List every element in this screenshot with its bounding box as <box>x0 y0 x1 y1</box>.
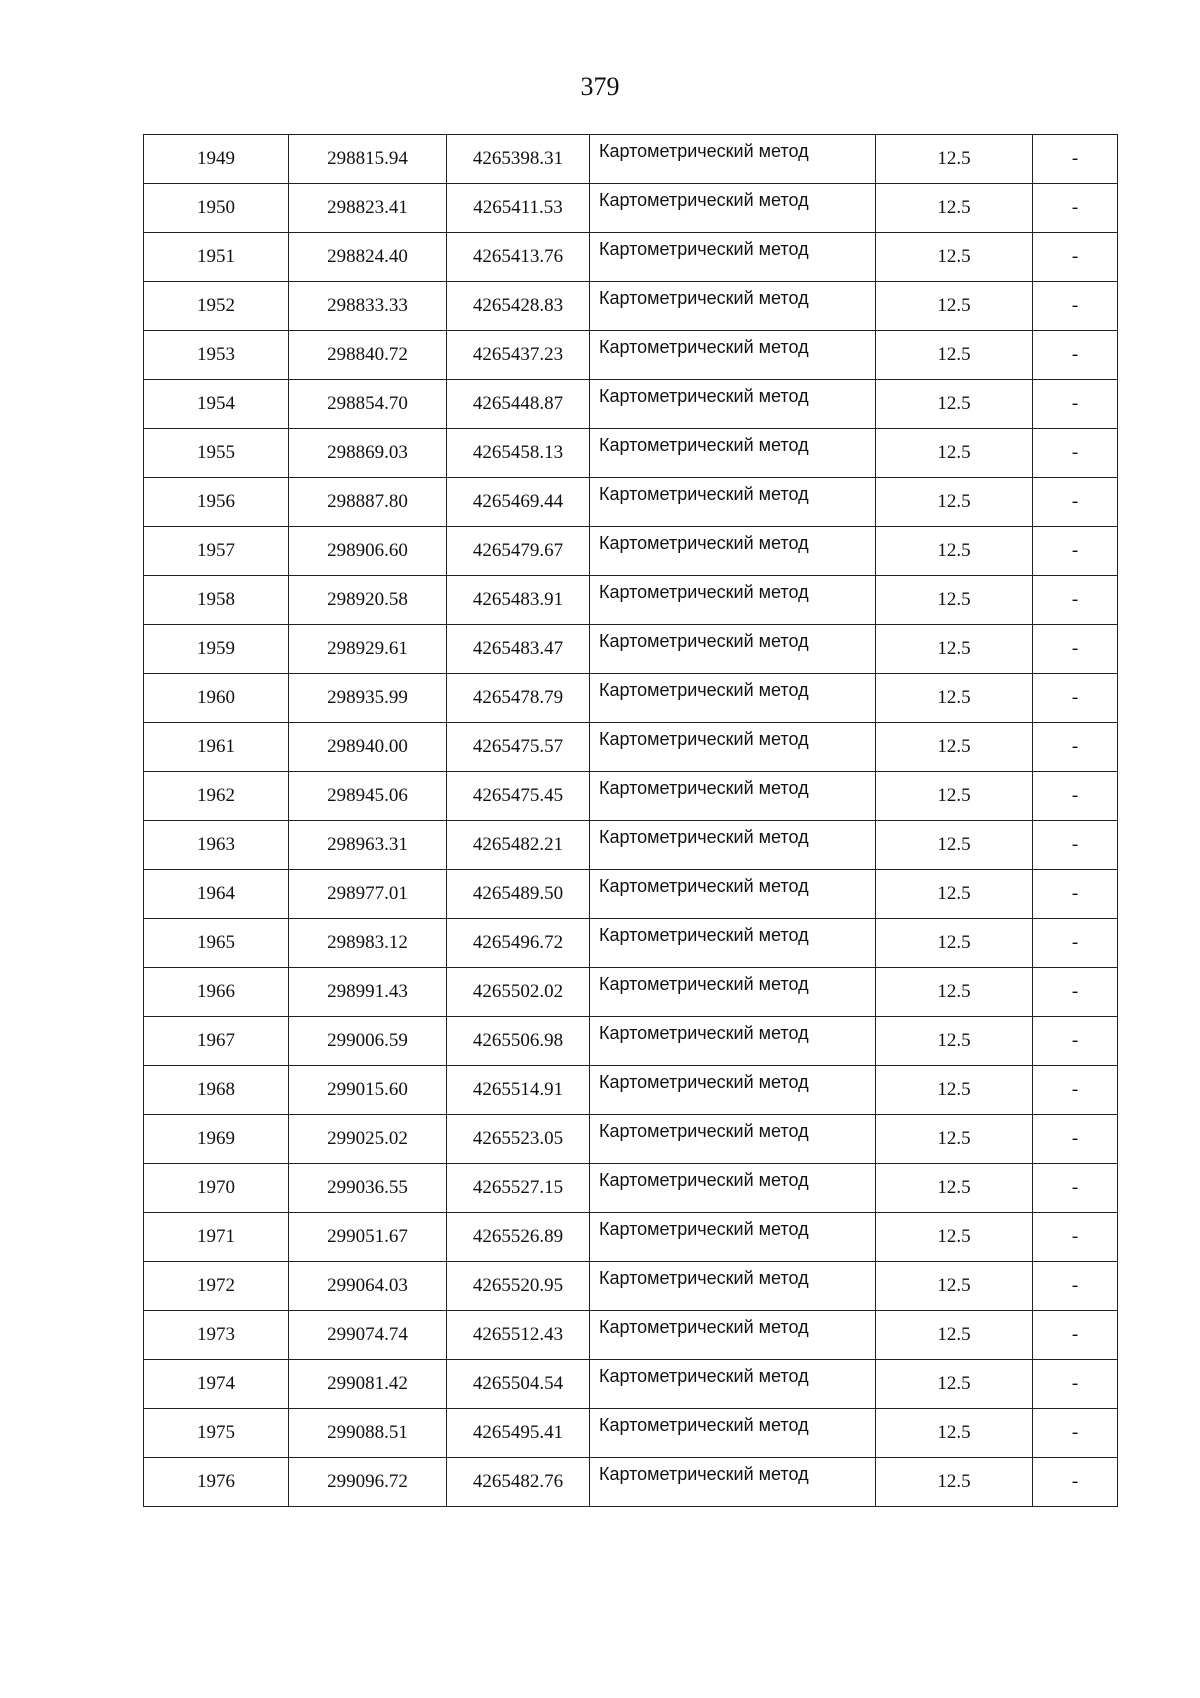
x-coordinate-cell: 299088.51 <box>289 1409 447 1458</box>
table-row <box>144 184 1118 233</box>
table-row <box>144 772 1118 821</box>
table-row <box>144 1409 1118 1458</box>
x-coordinate-cell: 298869.03 <box>289 429 447 478</box>
table-row <box>144 968 1118 1017</box>
x-coordinate-cell: 298940.00 <box>289 723 447 772</box>
y-coordinate-cell: 4265482.76 <box>447 1458 590 1507</box>
y-coordinate-cell: 4265512.43 <box>447 1311 590 1360</box>
accuracy-cell: 12.5 <box>876 527 1033 576</box>
y-coordinate-cell: 4265504.54 <box>447 1360 590 1409</box>
method-cell: Картометрический метод <box>590 1360 876 1409</box>
method-cell: Картометрический метод <box>590 233 876 282</box>
y-coordinate-cell: 4265413.76 <box>447 233 590 282</box>
point-number-cell: 1964 <box>144 870 289 919</box>
coordinates-table-body <box>144 135 1118 1507</box>
accuracy-cell: 12.5 <box>876 1458 1033 1507</box>
note-cell: - <box>1033 1360 1118 1409</box>
accuracy-cell: 12.5 <box>876 870 1033 919</box>
table-row <box>144 870 1118 919</box>
accuracy-cell: 12.5 <box>876 625 1033 674</box>
accuracy-cell: 12.5 <box>876 233 1033 282</box>
y-coordinate-cell: 4265523.05 <box>447 1115 590 1164</box>
method-cell: Картометрический метод <box>590 331 876 380</box>
note-cell: - <box>1033 282 1118 331</box>
accuracy-cell: 12.5 <box>876 1409 1033 1458</box>
accuracy-cell: 12.5 <box>876 135 1033 184</box>
x-coordinate-cell: 299096.72 <box>289 1458 447 1507</box>
accuracy-cell: 12.5 <box>876 772 1033 821</box>
x-coordinate-cell: 298991.43 <box>289 968 447 1017</box>
method-cell: Картометрический метод <box>590 870 876 919</box>
x-coordinate-cell: 298823.41 <box>289 184 447 233</box>
accuracy-cell: 12.5 <box>876 282 1033 331</box>
point-number-cell: 1965 <box>144 919 289 968</box>
accuracy-cell: 12.5 <box>876 674 1033 723</box>
accuracy-cell: 12.5 <box>876 1213 1033 1262</box>
y-coordinate-cell: 4265398.31 <box>447 135 590 184</box>
point-number-cell: 1959 <box>144 625 289 674</box>
x-coordinate-cell: 298824.40 <box>289 233 447 282</box>
table-row <box>144 380 1118 429</box>
point-number-cell: 1970 <box>144 1164 289 1213</box>
x-coordinate-cell: 299036.55 <box>289 1164 447 1213</box>
note-cell: - <box>1033 674 1118 723</box>
x-coordinate-cell: 298815.94 <box>289 135 447 184</box>
method-cell: Картометрический метод <box>590 772 876 821</box>
method-cell: Картометрический метод <box>590 919 876 968</box>
accuracy-cell: 12.5 <box>876 723 1033 772</box>
point-number-cell: 1956 <box>144 478 289 527</box>
note-cell: - <box>1033 233 1118 282</box>
point-number-cell: 1953 <box>144 331 289 380</box>
accuracy-cell: 12.5 <box>876 1164 1033 1213</box>
page-number: 379 <box>580 72 620 101</box>
y-coordinate-cell: 4265428.83 <box>447 282 590 331</box>
note-cell: - <box>1033 429 1118 478</box>
y-coordinate-cell: 4265514.91 <box>447 1066 590 1115</box>
note-cell: - <box>1033 968 1118 1017</box>
accuracy-cell: 12.5 <box>876 478 1033 527</box>
table-row <box>144 723 1118 772</box>
note-cell: - <box>1033 135 1118 184</box>
x-coordinate-cell: 298935.99 <box>289 674 447 723</box>
table-row <box>144 1164 1118 1213</box>
point-number-cell: 1963 <box>144 821 289 870</box>
point-number-cell: 1960 <box>144 674 289 723</box>
x-coordinate-cell: 298833.33 <box>289 282 447 331</box>
x-coordinate-cell: 298906.60 <box>289 527 447 576</box>
point-number-cell: 1967 <box>144 1017 289 1066</box>
point-number-cell: 1976 <box>144 1458 289 1507</box>
y-coordinate-cell: 4265495.41 <box>447 1409 590 1458</box>
table-row <box>144 576 1118 625</box>
x-coordinate-cell: 298920.58 <box>289 576 447 625</box>
method-cell: Картометрический метод <box>590 625 876 674</box>
table-row <box>144 429 1118 478</box>
y-coordinate-cell: 4265506.98 <box>447 1017 590 1066</box>
table-row <box>144 527 1118 576</box>
point-number-cell: 1952 <box>144 282 289 331</box>
x-coordinate-cell: 299015.60 <box>289 1066 447 1115</box>
method-cell: Картометрический метод <box>590 674 876 723</box>
x-coordinate-cell: 299081.42 <box>289 1360 447 1409</box>
note-cell: - <box>1033 1213 1118 1262</box>
table-row <box>144 674 1118 723</box>
accuracy-cell: 12.5 <box>876 576 1033 625</box>
y-coordinate-cell: 4265479.67 <box>447 527 590 576</box>
x-coordinate-cell: 299074.74 <box>289 1311 447 1360</box>
table-row <box>144 282 1118 331</box>
table-row <box>144 625 1118 674</box>
table-row <box>144 1360 1118 1409</box>
note-cell: - <box>1033 184 1118 233</box>
note-cell: - <box>1033 380 1118 429</box>
y-coordinate-cell: 4265527.15 <box>447 1164 590 1213</box>
method-cell: Картометрический метод <box>590 478 876 527</box>
accuracy-cell: 12.5 <box>876 919 1033 968</box>
accuracy-cell: 12.5 <box>876 1360 1033 1409</box>
point-number-cell: 1957 <box>144 527 289 576</box>
point-number-cell: 1971 <box>144 1213 289 1262</box>
y-coordinate-cell: 4265520.95 <box>447 1262 590 1311</box>
table-row <box>144 1115 1118 1164</box>
x-coordinate-cell: 298887.80 <box>289 478 447 527</box>
note-cell: - <box>1033 1017 1118 1066</box>
point-number-cell: 1951 <box>144 233 289 282</box>
y-coordinate-cell: 4265478.79 <box>447 674 590 723</box>
accuracy-cell: 12.5 <box>876 331 1033 380</box>
x-coordinate-cell: 298983.12 <box>289 919 447 968</box>
point-number-cell: 1949 <box>144 135 289 184</box>
note-cell: - <box>1033 1409 1118 1458</box>
x-coordinate-cell: 299025.02 <box>289 1115 447 1164</box>
point-number-cell: 1950 <box>144 184 289 233</box>
method-cell: Картометрический метод <box>590 135 876 184</box>
note-cell: - <box>1033 1115 1118 1164</box>
method-cell: Картометрический метод <box>590 1311 876 1360</box>
method-cell: Картометрический метод <box>590 1164 876 1213</box>
point-number-cell: 1955 <box>144 429 289 478</box>
y-coordinate-cell: 4265475.45 <box>447 772 590 821</box>
accuracy-cell: 12.5 <box>876 380 1033 429</box>
y-coordinate-cell: 4265448.87 <box>447 380 590 429</box>
note-cell: - <box>1033 821 1118 870</box>
note-cell: - <box>1033 723 1118 772</box>
y-coordinate-cell: 4265482.21 <box>447 821 590 870</box>
method-cell: Картометрический метод <box>590 1409 876 1458</box>
method-cell: Картометрический метод <box>590 527 876 576</box>
method-cell: Картометрический метод <box>590 1213 876 1262</box>
table-row <box>144 1458 1118 1507</box>
accuracy-cell: 12.5 <box>876 1262 1033 1311</box>
note-cell: - <box>1033 576 1118 625</box>
accuracy-cell: 12.5 <box>876 1311 1033 1360</box>
method-cell: Картометрический метод <box>590 1066 876 1115</box>
coordinates-table <box>143 134 1118 1507</box>
y-coordinate-cell: 4265437.23 <box>447 331 590 380</box>
point-number-cell: 1974 <box>144 1360 289 1409</box>
note-cell: - <box>1033 870 1118 919</box>
note-cell: - <box>1033 1262 1118 1311</box>
method-cell: Картометрический метод <box>590 429 876 478</box>
accuracy-cell: 12.5 <box>876 1066 1033 1115</box>
note-cell: - <box>1033 478 1118 527</box>
y-coordinate-cell: 4265411.53 <box>447 184 590 233</box>
method-cell: Картометрический метод <box>590 1262 876 1311</box>
y-coordinate-cell: 4265496.72 <box>447 919 590 968</box>
point-number-cell: 1962 <box>144 772 289 821</box>
x-coordinate-cell: 299051.67 <box>289 1213 447 1262</box>
x-coordinate-cell: 298977.01 <box>289 870 447 919</box>
table-row <box>144 1017 1118 1066</box>
y-coordinate-cell: 4265475.57 <box>447 723 590 772</box>
note-cell: - <box>1033 527 1118 576</box>
note-cell: - <box>1033 331 1118 380</box>
x-coordinate-cell: 298840.72 <box>289 331 447 380</box>
note-cell: - <box>1033 1311 1118 1360</box>
point-number-cell: 1972 <box>144 1262 289 1311</box>
table-row <box>144 821 1118 870</box>
point-number-cell: 1958 <box>144 576 289 625</box>
point-number-cell: 1973 <box>144 1311 289 1360</box>
method-cell: Картометрический метод <box>590 1458 876 1507</box>
point-number-cell: 1975 <box>144 1409 289 1458</box>
point-number-cell: 1969 <box>144 1115 289 1164</box>
y-coordinate-cell: 4265502.02 <box>447 968 590 1017</box>
point-number-cell: 1968 <box>144 1066 289 1115</box>
point-number-cell: 1966 <box>144 968 289 1017</box>
y-coordinate-cell: 4265526.89 <box>447 1213 590 1262</box>
method-cell: Картометрический метод <box>590 576 876 625</box>
y-coordinate-cell: 4265489.50 <box>447 870 590 919</box>
table-row <box>144 233 1118 282</box>
x-coordinate-cell: 298854.70 <box>289 380 447 429</box>
note-cell: - <box>1033 1458 1118 1507</box>
method-cell: Картометрический метод <box>590 1115 876 1164</box>
x-coordinate-cell: 298945.06 <box>289 772 447 821</box>
accuracy-cell: 12.5 <box>876 184 1033 233</box>
x-coordinate-cell: 299006.59 <box>289 1017 447 1066</box>
table-row <box>144 331 1118 380</box>
accuracy-cell: 12.5 <box>876 968 1033 1017</box>
y-coordinate-cell: 4265458.13 <box>447 429 590 478</box>
table-row <box>144 1213 1118 1262</box>
method-cell: Картометрический метод <box>590 380 876 429</box>
method-cell: Картометрический метод <box>590 723 876 772</box>
point-number-cell: 1954 <box>144 380 289 429</box>
note-cell: - <box>1033 1164 1118 1213</box>
note-cell: - <box>1033 1066 1118 1115</box>
note-cell: - <box>1033 919 1118 968</box>
method-cell: Картометрический метод <box>590 282 876 331</box>
point-number-cell: 1961 <box>144 723 289 772</box>
method-cell: Картометрический метод <box>590 821 876 870</box>
table-row <box>144 1311 1118 1360</box>
y-coordinate-cell: 4265469.44 <box>447 478 590 527</box>
table-row <box>144 478 1118 527</box>
accuracy-cell: 12.5 <box>876 1017 1033 1066</box>
note-cell: - <box>1033 772 1118 821</box>
table-row <box>144 135 1118 184</box>
x-coordinate-cell: 298929.61 <box>289 625 447 674</box>
y-coordinate-cell: 4265483.91 <box>447 576 590 625</box>
method-cell: Картометрический метод <box>590 968 876 1017</box>
x-coordinate-cell: 299064.03 <box>289 1262 447 1311</box>
table-row <box>144 1262 1118 1311</box>
table-row <box>144 1066 1118 1115</box>
x-coordinate-cell: 298963.31 <box>289 821 447 870</box>
y-coordinate-cell: 4265483.47 <box>447 625 590 674</box>
table-row <box>144 919 1118 968</box>
note-cell: - <box>1033 625 1118 674</box>
accuracy-cell: 12.5 <box>876 821 1033 870</box>
accuracy-cell: 12.5 <box>876 429 1033 478</box>
method-cell: Картометрический метод <box>590 184 876 233</box>
method-cell: Картометрический метод <box>590 1017 876 1066</box>
accuracy-cell: 12.5 <box>876 1115 1033 1164</box>
